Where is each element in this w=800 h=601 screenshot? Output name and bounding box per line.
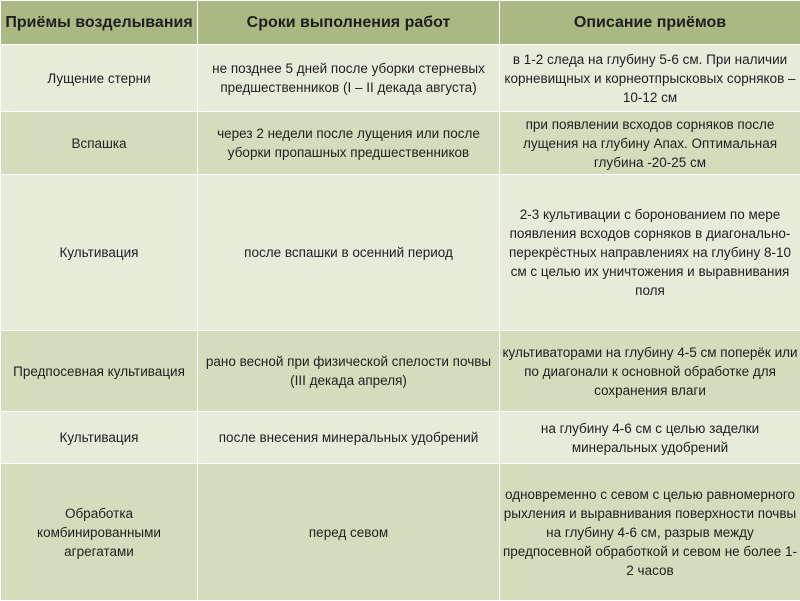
header-technique: Приёмы возделывания: [1, 1, 198, 45]
table-header-row: [1, 1, 800, 45]
table-row: [1, 331, 800, 412]
cell-description: культиваторами на глубину 4-5 см поперёк или по диагонали к основной обработке для сохранения влаги: [500, 331, 800, 412]
cell-technique: Обработка комбинированными агрегатами: [1, 464, 198, 601]
table-row: [1, 464, 800, 601]
header-timing: Сроки выполнения работ: [198, 1, 500, 45]
cell-technique: Лущение стерни: [1, 45, 198, 112]
cell-timing: не позднее 5 дней после уборки стерневых предшественников (I – II декада августа): [198, 45, 500, 112]
cell-timing: рано весной при физической спелости почвы (III декада апреля): [198, 331, 500, 412]
cell-timing: после внесения минеральных удобрений: [198, 412, 500, 464]
cell-description: 2-3 культивации с боронованием по мере появления всходов сорняков в диагонально-перекрёстных направлениях на глубину 8-10 см с целью их уничтожения и выравнивания поля: [500, 175, 800, 331]
table-row: [1, 45, 800, 112]
cell-timing: после вспашки в осенний период: [198, 175, 500, 331]
cell-description: на глубину 4-6 см с целью заделки минеральных удобрений: [500, 412, 800, 464]
cell-technique: Культивация: [1, 412, 198, 464]
cell-technique: Предпосевная культивация: [1, 331, 198, 412]
cell-timing: перед севом: [198, 464, 500, 601]
cell-description: одновременно с севом с целью равномерного рыхления и выравнивания поверхности почвы на глубину 4-6 см, разрыв между предпосевной обработкой и севом не более 1-2 часов: [500, 464, 800, 601]
table-row: [1, 412, 800, 464]
cell-description: при появлении всходов сорняков после лущения на глубину Апах. Оптимальная глубина -20-25 см: [500, 112, 800, 175]
cell-technique: Культивация: [1, 175, 198, 331]
header-description: Описание приёмов: [500, 1, 800, 45]
cell-technique: Вспашка: [1, 112, 198, 175]
cell-description: в 1-2 следа на глубину 5-6 см. При наличии корневищных и корнеотпрысковых сорняков – 10-12 см: [500, 45, 800, 112]
table-row: [1, 175, 800, 331]
table-row: [1, 112, 800, 175]
cell-timing: через 2 недели после лущения или после уборки пропашных предшественников: [198, 112, 500, 175]
